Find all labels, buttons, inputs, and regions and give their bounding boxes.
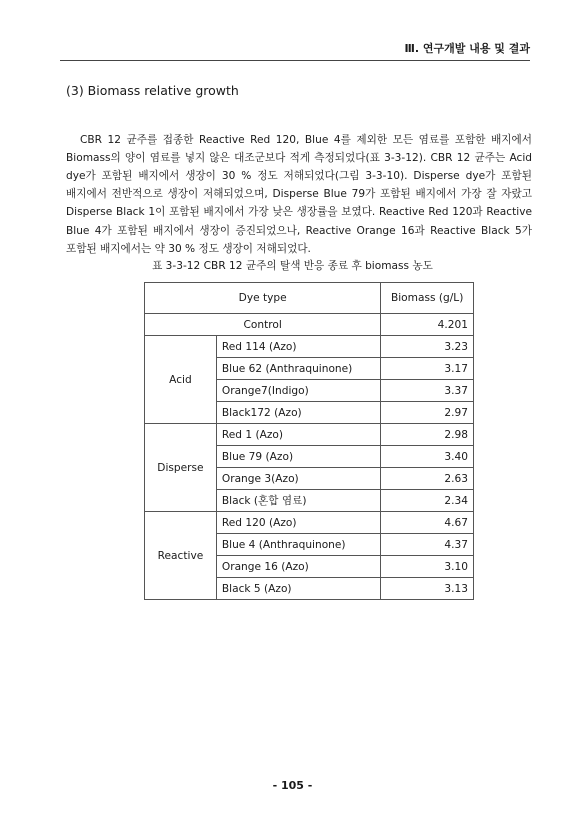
control-label: Control — [145, 314, 381, 336]
table-row — [145, 512, 474, 534]
dye-name: Orange 16 (Azo) — [216, 556, 380, 578]
page-number: - 105 - — [272, 779, 313, 792]
chapter-header: Ⅲ. 연구개발 내용 및 결과 — [404, 42, 530, 55]
dye-name: Orange 3(Azo) — [216, 468, 380, 490]
section-title: (3) Biomass relative growth — [66, 83, 239, 98]
dye-name: Black172 (Azo) — [216, 402, 380, 424]
dye-name: Blue 4 (Anthraquinone) — [216, 534, 380, 556]
table-row — [145, 336, 474, 358]
dye-name: Black (혼합 염료) — [216, 490, 380, 512]
dye-name: Red 1 (Azo) — [216, 424, 380, 446]
dye-name: Red 114 (Azo) — [216, 336, 380, 358]
biomass-value: 2.97 — [381, 402, 474, 424]
dye-name: Orange7(Indigo) — [216, 380, 380, 402]
biomass-value: 3.13 — [381, 578, 474, 600]
biomass-table — [144, 282, 474, 600]
control-value: 4.201 — [381, 314, 474, 336]
biomass-value: 3.23 — [381, 336, 474, 358]
biomass-value: 3.10 — [381, 556, 474, 578]
biomass-value: 3.17 — [381, 358, 474, 380]
biomass-value: 4.37 — [381, 534, 474, 556]
group-reactive: Reactive — [145, 512, 217, 600]
biomass-value: 2.34 — [381, 490, 474, 512]
header-dye-type: Dye type — [145, 283, 381, 314]
header-divider — [60, 60, 530, 61]
biomass-value: 2.98 — [381, 424, 474, 446]
body-paragraph: CBR 12 균주를 접종한 Reactive Red 120, Blue 4를 제외한 모든 염료를 포함한 배지에서 Biomass의 양이 염료를 넣지 않은 대조군보다 적게 측정되었다(표 3-3-12). CBR 12 균주는 Acid dye가 포함된 배지에서 생장이 30 % 정도 저해되었다(그림 3-3-10). Disperse dye가 포함된 배지에서 전반적으로 생장이 저해되었으며, Disperse Blue 79가 포함된 배지에서 가장 잘 자랐고 Disperse Black 1이 포함된 배지에서 가장 낮은 생장률을 보였다. Reactive Red 120과 Reactive Blue 4가 포함된 배지에서 생장이 증진되었으나, Reactive Orange 16과 Reactive Black 5가 포함된 배지에서는 약 30 % 정도 생장이 저해되었다. — [66, 133, 532, 255]
biomass-value: 3.40 — [381, 446, 474, 468]
dye-name: Blue 79 (Azo) — [216, 446, 380, 468]
biomass-value: 2.63 — [381, 468, 474, 490]
dye-name: Black 5 (Azo) — [216, 578, 380, 600]
biomass-value: 3.37 — [381, 380, 474, 402]
header-biomass: Biomass (g/L) — [381, 283, 474, 314]
group-acid: Acid — [145, 336, 217, 424]
group-disperse: Disperse — [145, 424, 217, 512]
dye-name: Blue 62 (Anthraquinone) — [216, 358, 380, 380]
dye-name: Red 120 (Azo) — [216, 512, 380, 534]
table-row-control — [145, 314, 474, 336]
biomass-value: 4.67 — [381, 512, 474, 534]
table-header-row — [145, 283, 474, 314]
table-row — [145, 424, 474, 446]
table-caption: 표 3-3-12 CBR 12 균주의 탈색 반응 종료 후 biomass 농도 — [152, 260, 433, 272]
